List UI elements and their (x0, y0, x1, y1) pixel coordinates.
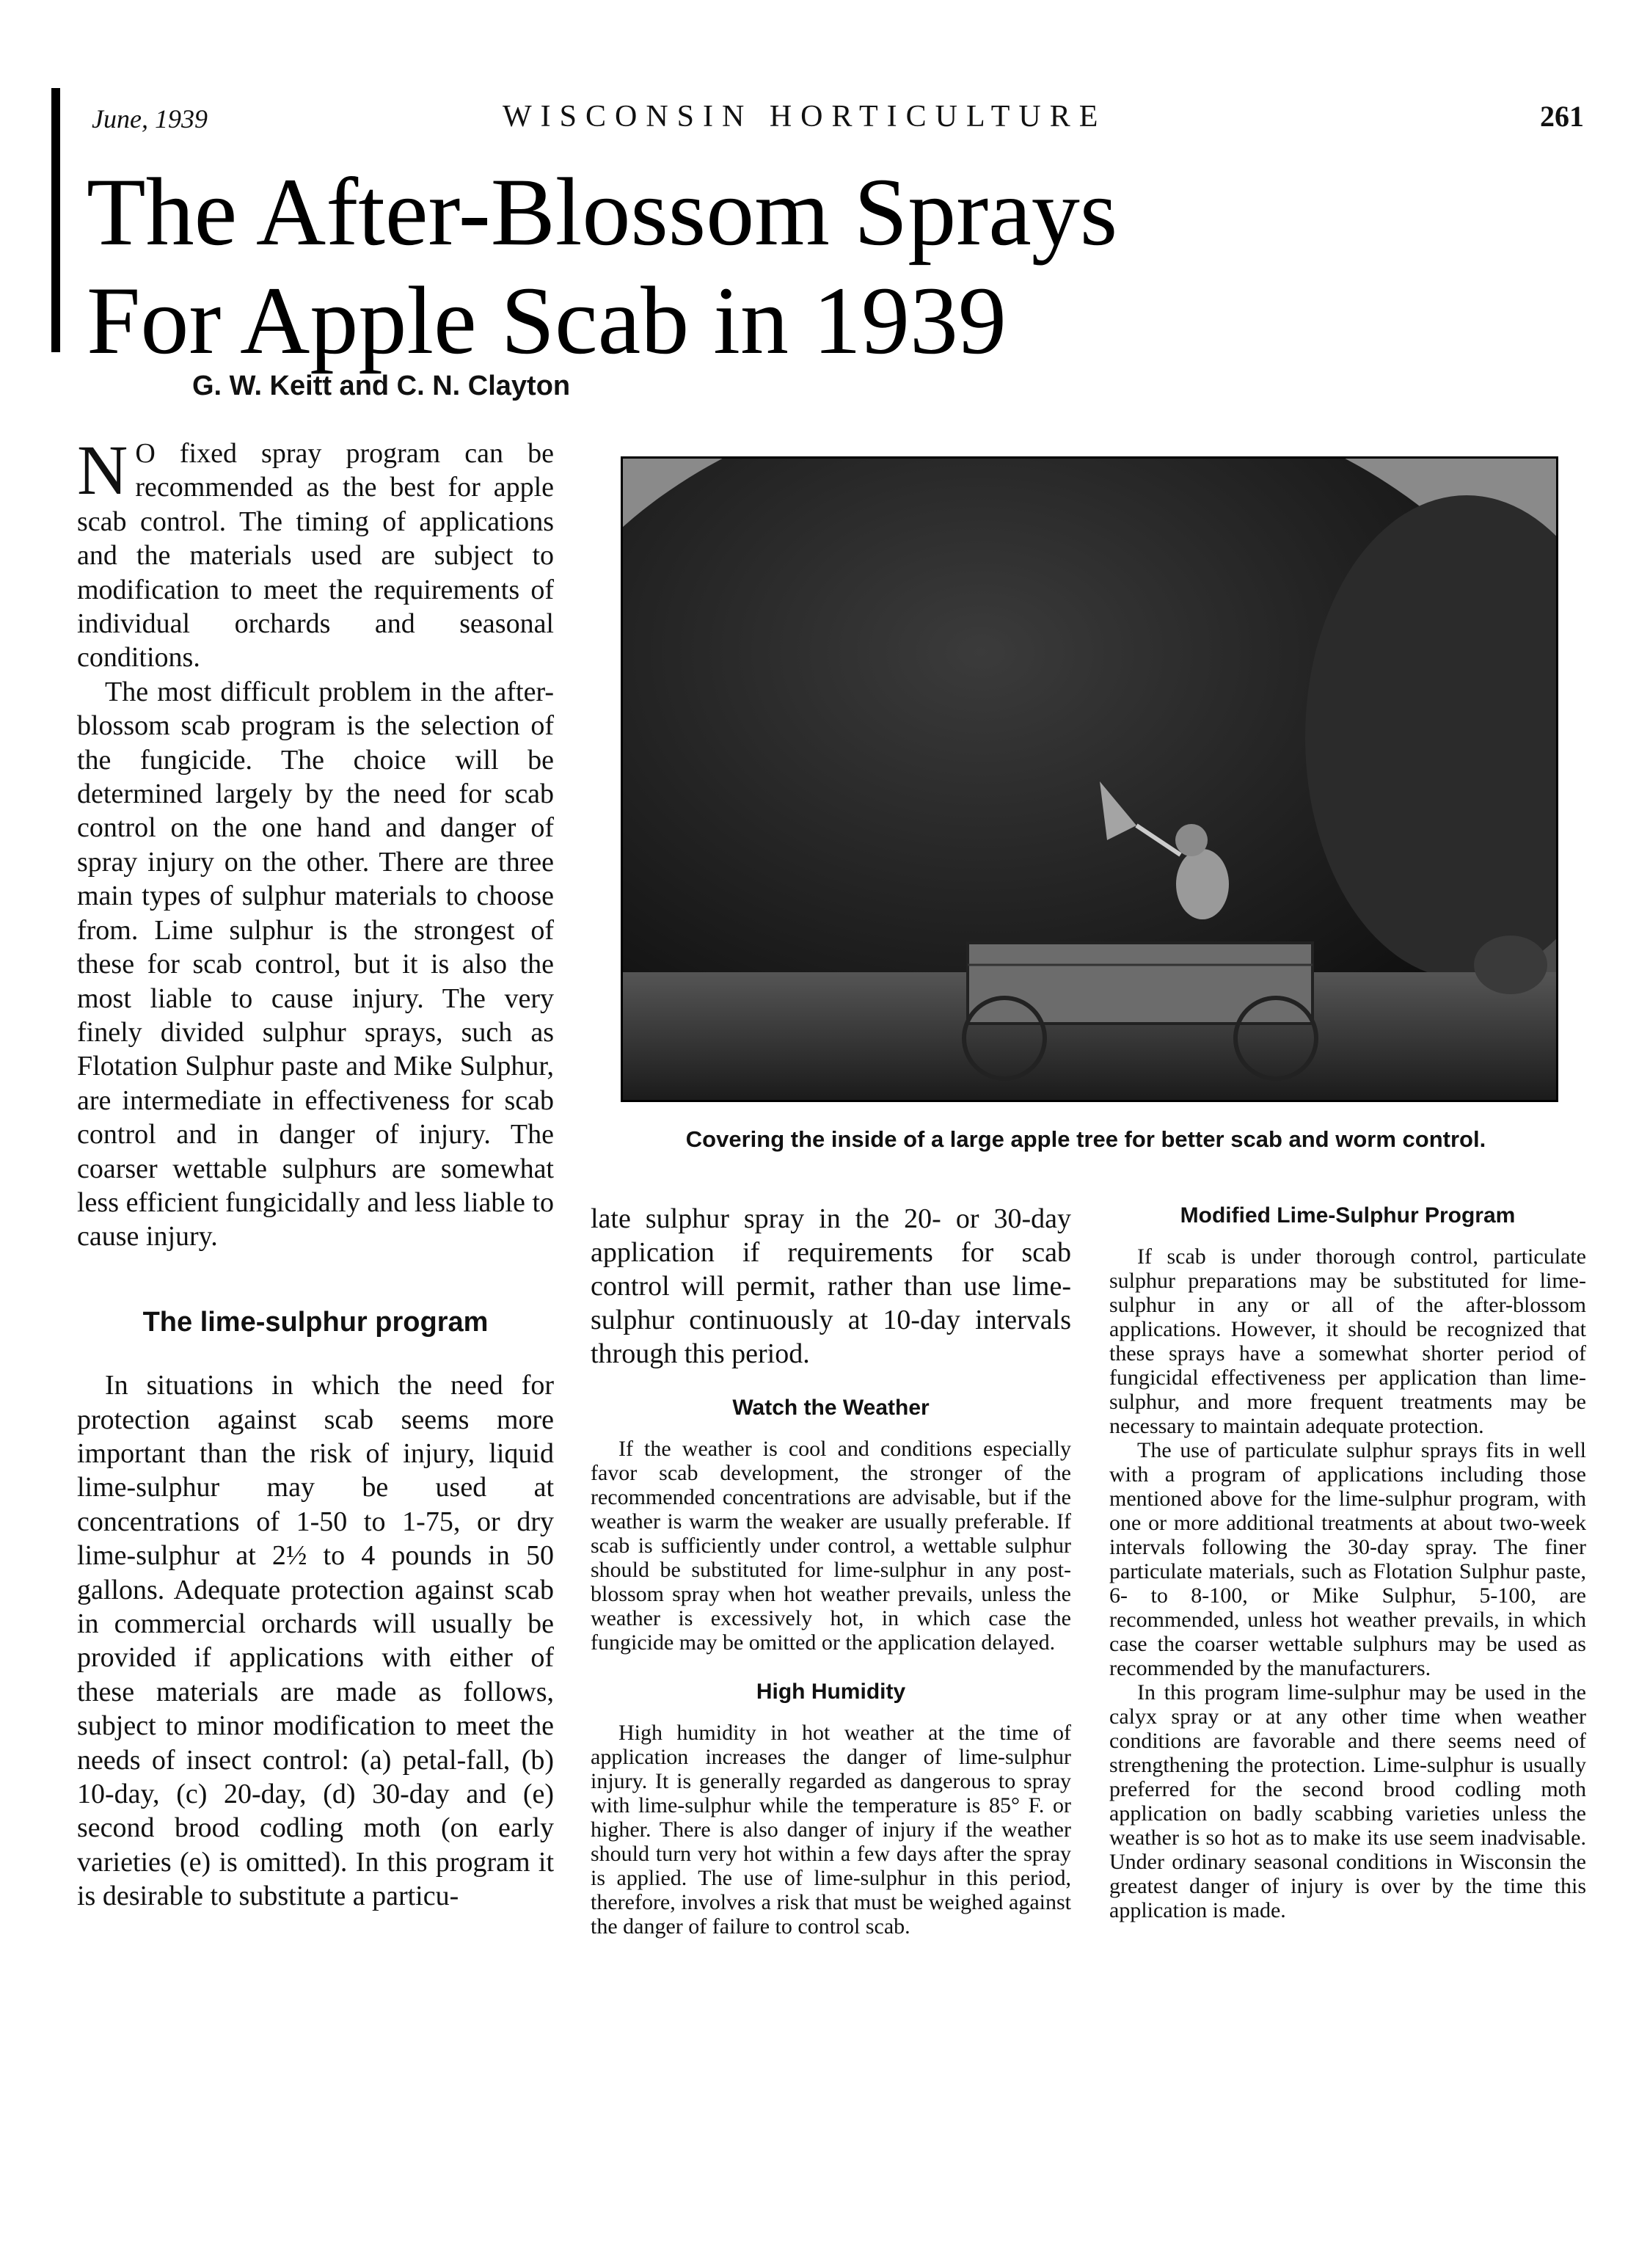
headline-line-2: For Apple Scab in 1939 (87, 266, 1007, 374)
headline-line-1: The After-Blossom Sprays (87, 158, 1118, 266)
margin-rule (51, 88, 60, 352)
intro-paragraph (77, 431, 554, 675)
section-heading-lime-sulphur: The lime-sulphur program (142, 1306, 489, 1338)
photo-illustration (623, 459, 1556, 1100)
section-heading-weather: Watch the Weather (732, 1396, 930, 1420)
orchard-spraying-photo (621, 456, 1558, 1102)
page-number: 261 (1540, 100, 1584, 133)
article-headline (87, 158, 1117, 375)
section-heading-modified-program: Modified Lime-Sulphur Program (1180, 1203, 1516, 1228)
byline: G. W. Keitt and C. N. Clayton (192, 371, 571, 401)
column-2 (591, 1202, 1071, 1939)
publication-title: WISCONSIN HORTICULTURE (503, 100, 1107, 134)
column-1 (77, 431, 554, 1914)
lime-sulphur-paragraph: In situations in which the need for protection against scab seems more important than the risk of injury, liquid lime-sulphur may be used at concentrations of 1-50 to 1-75, or dry lime-sulphur at 2½ to 4 pounds in 50 gallons. Adequate protection against scab in commercial orchards will usually be provided if applications with either of these materials are made as follows, subject to minor modification to meet the needs of insect control: (a) petal-fall, (b) 10-day, (c) 20-day, (d) 30-day and (e) second brood codling moth (on early varieties (e) is omitted). In this program it is desirable to substitute a particu- (77, 1370, 554, 1912)
modified-program-paragraph-2: The use of particulate sulphur sprays fits in well with a program of applications including those mentioned above for the lime-sulphur program, with one or more additional treatments at about two-week intervals following the 30-day spray. The finer particulate materials, such as Flotation Sulphur paste, 6- to 8-100, or Mike Sulphur, 5-100, are recommended, unless hot weather prevails, in which case the coarser wettable sulphurs may be used as recommended by the manufacturers. (1109, 1438, 1586, 1680)
humidity-paragraph: High humidity in hot weather at the time of application increases the danger of lime-sulphur injury. It is generally regarded as dangerous to spray with lime-sulphur while the temperature is 85° F. or higher. There is also danger of injury if the weather should turn very hot within a few days after the spray is applied. The use of lime-sulphur in this period, therefore, involves a risk that must be weighed against the danger of failure to control scab. (591, 1721, 1071, 1939)
column-3 (1109, 1202, 1586, 1922)
fungicide-paragraph: The most difficult problem in the after-blossom scab program is the selection of the fungicide. The choice will be determined largely by the need for scab control on the one hand and danger of spray injury on the other. There are three main types of sulphur materials to choose from. Lime sulphur is the strongest of these for scab control, but it is also the most liable to cause injury. The very finely divided sulphur sprays, such as Flotation Sulphur paste and Mike Sulphur, are intermediate in effectiveness for scab control and in danger of injury. The coarser wettable sulphurs are somewhat less efficient fungicidally and less liable to cause injury. (77, 676, 554, 1252)
running-head (92, 99, 1584, 143)
intro-text: O fixed spray program can be recommended as the best for apple scab control. The timing of applications and the materials used are subject to modification to meet the requirements of individual orchards and seasonal conditions. (77, 438, 554, 674)
photo-caption: Covering the inside of a large apple tree for better scab and worm control. (685, 1126, 1486, 1152)
section-heading-humidity: High Humidity (756, 1680, 906, 1704)
modified-program-paragraph-3: In this program lime-sulphur may be used in the calyx spray or at any other time when weather conditions are favorable and there seems need of strengthening the protection. Lime-sulphur is usually preferred for the second brood codling moth application on badly scabbing varieties unless the weather is so hot as to make its use seem inadvisable. Under ordinary seasonal conditions in Wisconsin the greatest danger of injury is over by the time this application is made. (1109, 1680, 1586, 1922)
issue-date: June, 1939 (92, 104, 208, 134)
weather-paragraph: If the weather is cool and conditions especially favor scab development, the stronger of the recommended concentrations are advisable, but if the weather is warm the weaker are usually preferable. If scab is sufficiently under control, a wettable sulphur should be substituted for lime-sulphur in any post-blossom spray when hot weather prevails, unless the weather is excessively hot, in which case the fungicide may be omitted or the application delayed. (591, 1437, 1071, 1655)
modified-program-paragraph-1: If scab is under thorough control, particulate sulphur preparations may be substituted for lime-sulphur in any or all of the after-blossom applications. However, it should be recognized that these sprays have a somewhat shorter period of fungicidal effectiveness per application than lime-sulphur, and more frequent treatments may be necessary to maintain adequate protection. (1109, 1244, 1586, 1438)
continued-paragraph: late sulphur spray in the 20- or 30-day application if requirements for scab control will permit, rather than use lime-sulphur continuously at 10-day intervals through this period. (591, 1203, 1071, 1369)
drop-cap: N (77, 431, 128, 509)
